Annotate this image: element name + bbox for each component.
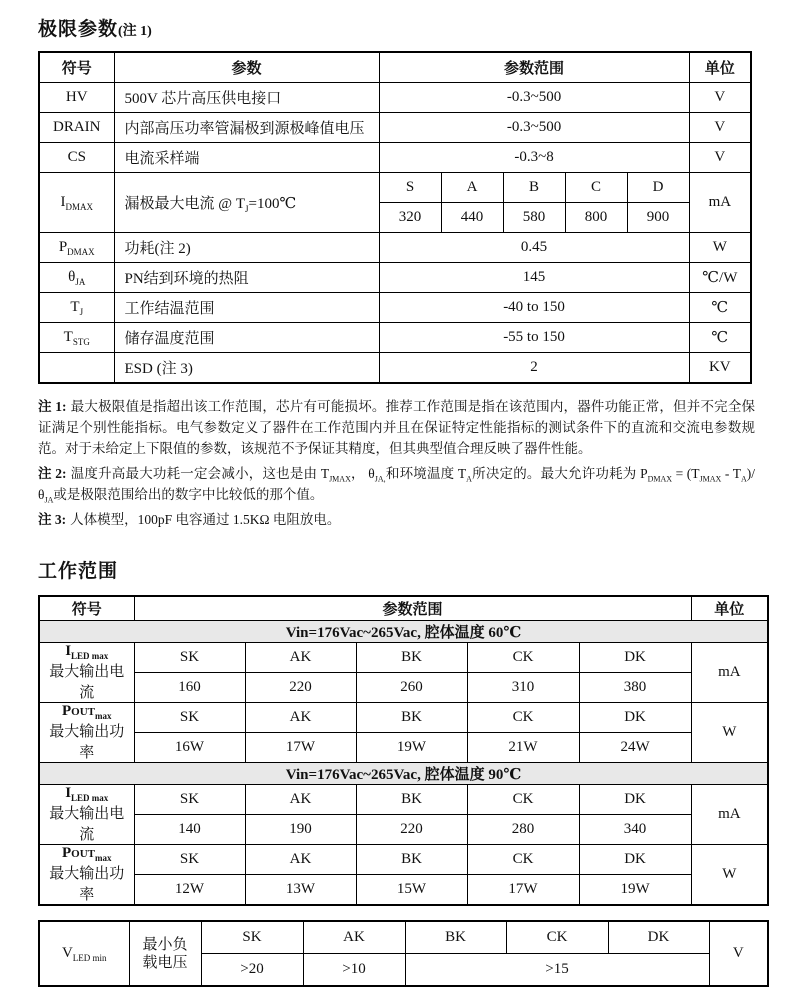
symbol-sub: LED max xyxy=(71,793,109,803)
row-pout90-grades xyxy=(39,845,768,875)
param-cell xyxy=(129,921,201,986)
range-cell: -0.3~8 xyxy=(379,143,689,173)
symbol-desc: 最大输出电流 xyxy=(49,664,125,701)
value-cell: 220 xyxy=(245,673,356,703)
value-cell: 12W xyxy=(134,874,245,905)
value-cell: 190 xyxy=(245,815,356,845)
row-idmax-grades xyxy=(39,173,751,203)
symbol-cell xyxy=(39,233,114,263)
unit-cell: W xyxy=(691,845,768,906)
param-cell: 电流采样端 xyxy=(114,143,379,173)
range-cell: 2 xyxy=(379,353,689,384)
note-2-sub: DMAX xyxy=(647,474,673,484)
note-2-text: - T xyxy=(721,466,741,481)
note-1 xyxy=(38,396,755,459)
grade-cell: SK xyxy=(134,785,245,815)
row-pdmax xyxy=(39,233,751,263)
symbol-base: θ xyxy=(68,269,76,285)
symbol-sub: STG xyxy=(72,337,90,347)
grade-cell: A xyxy=(441,173,503,203)
header-range: 参数范围 xyxy=(379,52,689,83)
operating-range-title xyxy=(38,556,768,583)
grade-cell: SK xyxy=(201,921,303,954)
symbol-cell xyxy=(39,845,134,906)
symbol-sub: LED min xyxy=(72,953,107,963)
unit-cell: ℃ xyxy=(689,323,751,353)
range-cell: 145 xyxy=(379,263,689,293)
value-cell: >10 xyxy=(303,954,405,987)
row-tj xyxy=(39,293,751,323)
range-cell: 0.45 xyxy=(379,233,689,263)
value-cell: 900 xyxy=(627,203,689,233)
grade-cell: CK xyxy=(506,921,608,954)
grade-cell: CK xyxy=(467,643,579,673)
row-iled90-values xyxy=(39,815,768,845)
param-cell: 500V 芯片高压供电接口 xyxy=(114,83,379,113)
unit-cell: mA xyxy=(691,643,768,703)
grade-cell: BK xyxy=(405,921,506,954)
param-text: =100℃ xyxy=(248,196,297,212)
symbol-cell xyxy=(39,263,114,293)
note-2-sub: A xyxy=(740,474,747,484)
row-vled-grades xyxy=(39,921,768,954)
symbol-base: T xyxy=(70,299,80,315)
symbol-base: V xyxy=(61,945,73,961)
symbol-desc: 最大输出功率 xyxy=(49,724,125,761)
note-1-text: 最大极限值是指超出该工作范围，芯片有可能损坏。推荐工作范围是指在该范围内，器件功能正常，但并不完全保证满足个别性能指标。电气参数定义了器件在工作范围内并且在保证特定性能指标的测试条件下的直流和交流电参数规范。对于未给定上下限值的参数，该规范不予保证其精度，但其典型值合理反映了器件性能。 xyxy=(38,399,756,456)
symbol-cell: DRAIN xyxy=(39,113,114,143)
value-cell: 17W xyxy=(245,733,356,763)
param-cell: PN结到环境的热阻 xyxy=(114,263,379,293)
row-pout60-grades xyxy=(39,703,768,733)
header-param: 参数 xyxy=(114,52,379,83)
value-cell-merged: >15 xyxy=(405,954,709,987)
row-pout60-values xyxy=(39,733,768,763)
note-2-text: 或是极限范围给出的数字中比较低的那个值。 xyxy=(53,487,324,502)
value-cell: 24W xyxy=(579,733,691,763)
param-line-2: 载电压 xyxy=(142,954,188,971)
symbol-line xyxy=(43,643,131,660)
value-cell: 19W xyxy=(579,874,691,905)
param-cell: 工作结温范围 xyxy=(114,293,379,323)
symbol-cell xyxy=(39,293,114,323)
unit-cell: ℃ xyxy=(689,293,751,323)
condition-row-60 xyxy=(39,621,768,643)
unit-cell: V xyxy=(689,143,751,173)
symbol-mid: OUT xyxy=(71,848,95,860)
grade-cell: CK xyxy=(467,703,579,733)
header-unit: 单位 xyxy=(691,596,768,621)
note-2-text: )/θ xyxy=(38,466,756,502)
symbol-line xyxy=(43,845,131,862)
note-1-label: 注 1: xyxy=(38,399,67,414)
value-cell: 19W xyxy=(356,733,467,763)
symbol-sub: DMAX xyxy=(65,202,93,212)
symbol-line xyxy=(43,785,131,802)
symbol-cell xyxy=(39,703,134,763)
grade-cell: DK xyxy=(579,643,691,673)
symbol-line xyxy=(43,703,131,720)
param-cell: ESD (注 3) xyxy=(114,353,379,384)
grade-cell: SK xyxy=(134,845,245,875)
grade-cell: AK xyxy=(245,643,356,673)
row-theta-ja xyxy=(39,263,751,293)
row-hv xyxy=(39,83,751,113)
symbol-sub: DMAX xyxy=(67,247,95,257)
grade-cell: BK xyxy=(356,785,467,815)
note-3 xyxy=(38,509,755,530)
range-cell: -40 to 150 xyxy=(379,293,689,323)
grade-cell: C xyxy=(565,173,627,203)
symbol-cell-empty xyxy=(39,353,114,384)
note-2 xyxy=(38,463,755,505)
symbol-base: I xyxy=(65,785,72,801)
note-2-label: 注 2: xyxy=(38,466,67,481)
value-cell: 320 xyxy=(379,203,441,233)
note-2-text: 温度升高最大功耗一定会减小，这也是由 T xyxy=(70,466,330,481)
symbol-base: I xyxy=(60,194,66,210)
symbol-cell: HV xyxy=(39,83,114,113)
condition-90-label: Vin=176Vac~265Vac, 腔体温度 90℃ xyxy=(39,763,768,785)
header-symbol: 符号 xyxy=(39,52,114,83)
value-cell: 380 xyxy=(579,673,691,703)
symbol-mid: OUT xyxy=(71,706,95,718)
symbol-base: P xyxy=(58,239,68,255)
symbol-sub: max xyxy=(95,711,112,721)
note-2-text: 所决定的。最大允许功耗为 P xyxy=(471,466,648,481)
note-2-text: ， θ xyxy=(350,466,375,481)
condition-60-label: Vin=176Vac~265Vac, 腔体温度 60℃ xyxy=(39,621,768,643)
row-esd xyxy=(39,353,751,384)
grade-cell: B xyxy=(503,173,565,203)
value-cell: 340 xyxy=(579,815,691,845)
grade-cell: D xyxy=(627,173,689,203)
symbol-base: P xyxy=(61,703,72,719)
row-iled90-grades xyxy=(39,785,768,815)
grade-cell: S xyxy=(379,173,441,203)
unit-cell: ℃/W xyxy=(689,263,751,293)
value-cell: 15W xyxy=(356,874,467,905)
symbol-base: P xyxy=(61,845,72,861)
symbol-desc: 最大输出电流 xyxy=(49,806,125,843)
row-pout90-values xyxy=(39,874,768,905)
value-cell: 13W xyxy=(245,874,356,905)
row-tstg xyxy=(39,323,751,353)
param-cell: 功耗(注 2) xyxy=(114,233,379,263)
limit-header-row xyxy=(39,52,751,83)
symbol-cell xyxy=(39,323,114,353)
note-2-sub: A xyxy=(466,474,472,484)
note-2-text: = (T xyxy=(672,466,700,481)
symbol-sub: LED max xyxy=(71,651,109,661)
grade-cell: BK xyxy=(356,703,467,733)
header-symbol: 符号 xyxy=(39,596,134,621)
symbol-sub: JA xyxy=(75,277,86,287)
symbol-cell xyxy=(39,173,114,233)
value-cell: 220 xyxy=(356,815,467,845)
grade-cell: AK xyxy=(245,785,356,815)
note-3-label: 注 3: xyxy=(38,512,67,527)
unit-cell: W xyxy=(689,233,751,263)
param-cell: 储存温度范围 xyxy=(114,323,379,353)
symbol-cell: CS xyxy=(39,143,114,173)
limit-params-table xyxy=(38,51,752,384)
symbol-cell xyxy=(39,643,134,703)
param-text: 漏极最大电流 @ T xyxy=(124,196,245,212)
value-cell: 16W xyxy=(134,733,245,763)
value-cell: 800 xyxy=(565,203,627,233)
grade-cell: BK xyxy=(356,643,467,673)
grade-cell: CK xyxy=(467,785,579,815)
range-cell: -0.3~500 xyxy=(379,83,689,113)
symbol-sub: max xyxy=(95,853,112,863)
grade-cell: AK xyxy=(303,921,405,954)
unit-cell: V xyxy=(689,113,751,143)
grade-cell: DK xyxy=(579,703,691,733)
value-cell: 310 xyxy=(467,673,579,703)
symbol-base: I xyxy=(65,643,72,659)
param-cell: 内部高压功率管漏极到源极峰值电压 xyxy=(114,113,379,143)
limit-params-title-note: (注 1) xyxy=(118,24,152,39)
limit-params-title-text: 极限参数 xyxy=(38,19,119,40)
symbol-base: T xyxy=(63,329,73,345)
param-line-1: 最小负 xyxy=(142,936,188,953)
note-2-sub: JMAX xyxy=(699,474,722,484)
grade-cell: DK xyxy=(579,785,691,815)
param-sub: J xyxy=(244,204,249,214)
symbol-cell xyxy=(39,921,129,986)
row-drain xyxy=(39,113,751,143)
unit-cell: W xyxy=(691,703,768,763)
vled-min-table xyxy=(38,920,769,987)
grade-cell: SK xyxy=(134,643,245,673)
note-2-sub: JMAX xyxy=(329,474,351,484)
value-cell: 140 xyxy=(134,815,245,845)
value-cell: 580 xyxy=(503,203,565,233)
value-cell: 280 xyxy=(467,815,579,845)
grade-cell: DK xyxy=(579,845,691,875)
range-cell: -55 to 150 xyxy=(379,323,689,353)
row-iled60-values xyxy=(39,673,768,703)
symbol-desc: 最大输出功率 xyxy=(49,866,125,903)
note-2-sub: JA, xyxy=(374,474,386,484)
note-2-sub: JA xyxy=(44,495,54,505)
grade-cell: DK xyxy=(608,921,709,954)
unit-cell: mA xyxy=(689,173,751,233)
value-cell: >20 xyxy=(201,954,303,987)
header-unit: 单位 xyxy=(689,52,751,83)
range-cell: -0.3~500 xyxy=(379,113,689,143)
value-cell: 440 xyxy=(441,203,503,233)
grade-cell: AK xyxy=(245,845,356,875)
note-2-text: 和环境温度 T xyxy=(385,466,467,481)
grade-cell: CK xyxy=(467,845,579,875)
grade-cell: SK xyxy=(134,703,245,733)
symbol-cell xyxy=(39,785,134,845)
grade-cell: BK xyxy=(356,845,467,875)
value-cell: 17W xyxy=(467,874,579,905)
operating-header-row xyxy=(39,596,768,621)
param-cell xyxy=(114,173,379,233)
limit-params-title xyxy=(38,14,768,41)
symbol-sub: J xyxy=(79,307,84,317)
notes-block xyxy=(38,396,755,530)
header-range: 参数范围 xyxy=(134,596,691,621)
value-cell: 260 xyxy=(356,673,467,703)
unit-cell: KV xyxy=(689,353,751,384)
value-cell: 160 xyxy=(134,673,245,703)
value-cell: 21W xyxy=(467,733,579,763)
note-3-text: 人体模型，100pF 电容通过 1.5KΩ 电阻放电。 xyxy=(70,512,341,527)
row-cs xyxy=(39,143,751,173)
unit-cell: V xyxy=(709,921,768,986)
unit-cell: mA xyxy=(691,785,768,845)
operating-range-table xyxy=(38,595,769,906)
row-iled60-grades xyxy=(39,643,768,673)
condition-row-90 xyxy=(39,763,768,785)
unit-cell: V xyxy=(689,83,751,113)
operating-range-title-text: 工作范围 xyxy=(38,561,119,582)
grade-cell: AK xyxy=(245,703,356,733)
